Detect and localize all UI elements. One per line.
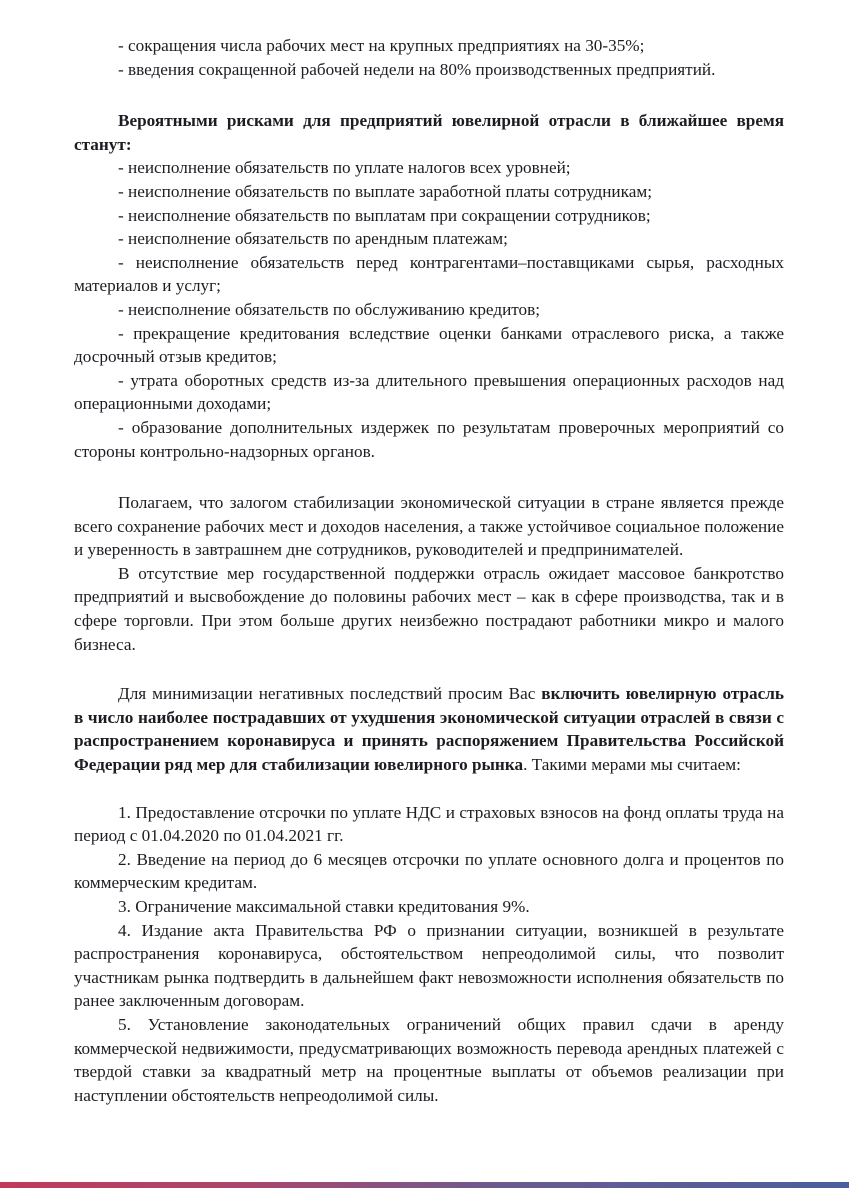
risk-item: - утрата оборотных средств из-за длительного превышения операционных расходов над операционными доходами; <box>74 370 784 414</box>
request-paragraph <box>74 682 784 776</box>
paragraph-bankruptcy: В отсутствие мер государственной поддержки отрасль ожидает массовое банкротство предприятий и высвобождение до половины рабочих мест – как в сфере производства, так и в сфере торговли. При этом больше других неизбежно пострадают работники микро и малого бизнеса. <box>74 563 784 654</box>
paragraph-stabilization: Полагаем, что залогом стабилизации экономической ситуации в стране является прежде всего сохранение рабочих мест и доходов населения, а также устойчивое социальное положение и уверенность в завтрашнем дне сотрудников, руководителей и предпринимателей. <box>74 493 784 560</box>
risk-item: - неисполнение обязательств по уплате налогов всех уровней; <box>118 158 571 178</box>
risk-item: - неисполнение обязательств по выплате заработной платы сотрудникам; <box>118 181 652 201</box>
request-tail: . Такими мерами мы считаем: <box>523 755 741 775</box>
measure-item: 2. Введение на период до 6 месяцев отсрочки по уплате основного долга и процентов по коммерческим кредитам. <box>74 849 784 893</box>
document-page <box>74 34 784 1107</box>
request-bold: включить ювелирную отрасль в число наиболее пострадавших от ухудшения экономической ситуации отраслей в связи с распространением коронавируса и принять распоряжением Правительства Российской Федерации ряд мер для стабилизации ювелирного рынка <box>74 684 784 775</box>
risk-item: - образование дополнительных издержек по результатам проверочных мероприятий со стороны контрольно-надзорных органов. <box>74 417 784 461</box>
risk-item: - неисполнение обязательств по выплатам при сокращении сотрудников; <box>118 205 651 225</box>
risk-item: - неисполнение обязательств по обслуживанию кредитов; <box>118 299 541 319</box>
measure-item: 1. Предоставление отсрочки по уплате НДС и страховых взносов на фонд оплаты труда на период с 01.04.2020 по 01.04.2021 гг. <box>74 802 784 846</box>
risk-item: - неисполнение обязательств по арендным платежам; <box>118 229 508 249</box>
risks-list <box>74 156 784 463</box>
measures-list <box>74 801 784 1108</box>
risks-heading-text: Вероятными рисками для предприятий ювелирной отрасли в ближайшее время станут: <box>74 111 784 154</box>
measure-item: 4. Издание акта Правительства РФ о признании ситуации, возникшей в результате распространения коронавируса, обстоятельством непреодолимой силы, что позволит участникам рынка подтвердить в дальнейшем факт невозможности исполнения обязательств по ранее заключенным договорам. <box>74 920 784 1011</box>
measure-item: 5. Установление законодательных ограничений общих правил сдачи в аренду коммерческой недвижимости, предусматривающих возможность перевода арендных платежей с твердой ставки за квадратный метр на процентные выплаты от объемов реализации при наступлении обстоятельств непреодолимой силы. <box>74 1014 784 1105</box>
risks-heading <box>74 109 784 156</box>
risk-item: - неисполнение обязательств перед контрагентами–поставщиками сырья, расходных материалов и услуг; <box>74 252 784 296</box>
measure-item: 3. Ограничение максимальной ставки кредитования 9%. <box>118 897 530 916</box>
risk-item: - прекращение кредитования вследствие оценки банками отраслевого риска, а также досрочный отзыв кредитов; <box>74 323 784 367</box>
intro-list <box>74 34 784 81</box>
intro-item: - введения сокращенной рабочей недели на 80% производственных предприятий. <box>118 59 716 79</box>
footer-color-bar <box>0 1182 849 1188</box>
intro-item: - сокращения числа рабочих мест на крупных предприятиях на 30-35%; <box>118 36 645 55</box>
request-lead: Для минимизации негативных последствий просим Вас <box>118 684 542 704</box>
